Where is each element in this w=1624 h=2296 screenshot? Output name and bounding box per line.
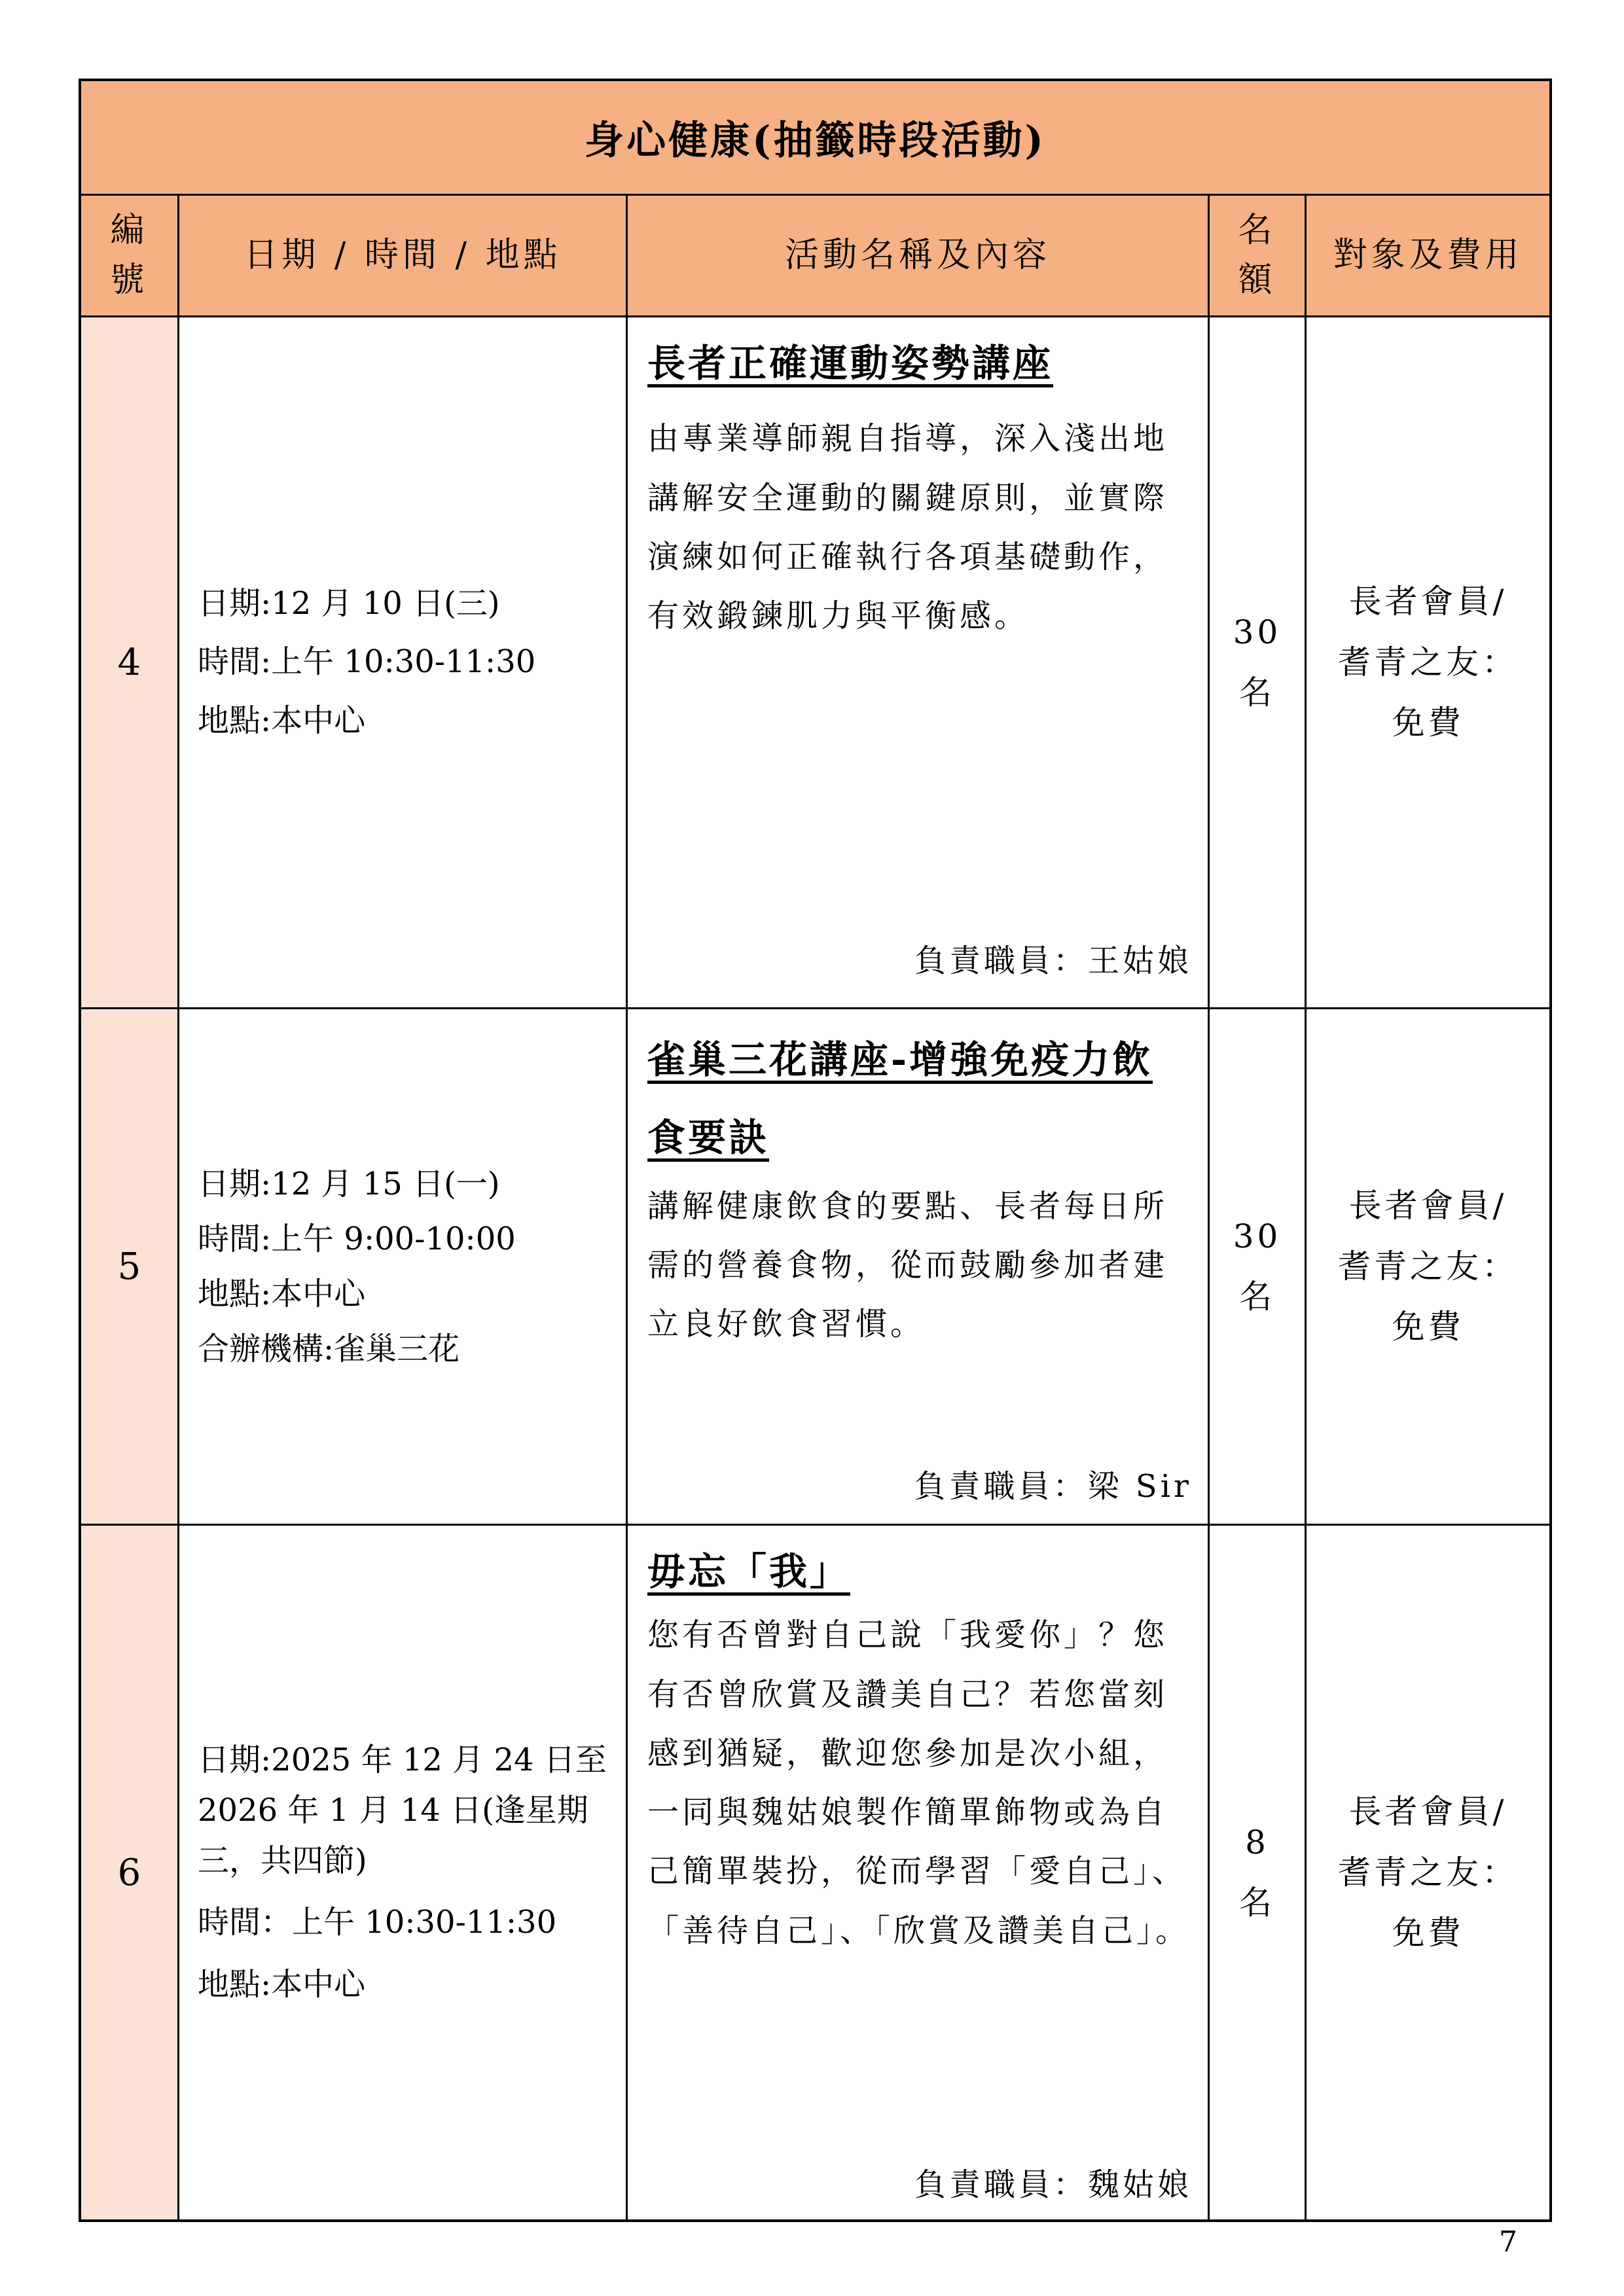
row-target	[1307, 1526, 1549, 2219]
page-number: 7	[1499, 2225, 1517, 2259]
column-divider	[626, 194, 628, 2219]
row-info	[179, 1526, 626, 2219]
info-co-organizer: 合辦機構:雀巢三花	[198, 1331, 460, 1367]
header-quota-line2: 額	[1238, 260, 1276, 300]
info-venue: 地點:本中心	[198, 1966, 366, 2003]
row-target	[1307, 1009, 1549, 1524]
staff-in-charge: 負責職員：梁 Sir	[914, 1468, 1192, 1505]
info-date: 日期:12 月 15 日(一)	[198, 1166, 500, 1202]
activity-description: 您有否曾對自己說「我愛你」？您有否曾欣賞及讚美自己？若您當刻感到猶疑，歡迎您參加是次小組，一同與魏姑娘製作簡單飾物或為自己簡單裝扮，從而學習「愛自己」、「善待自己」、「欣賞及讚美自己」。	[647, 1617, 1191, 1949]
row-quota	[1210, 1009, 1305, 1524]
quota-number: 30	[1233, 1217, 1282, 1255]
info-venue: 地點:本中心	[198, 1276, 366, 1312]
activity-title: 毋忘「我」	[647, 1549, 851, 1594]
row-info	[179, 317, 626, 1007]
row-id: 4	[81, 317, 177, 1007]
target-line2: 耆青之友：	[1338, 643, 1518, 681]
quota-unit: 名	[1239, 1278, 1275, 1316]
info-date: 日期:2025 年 12 月 24 日至 2026 年 1 月 14 日(逢星期三，共四節)	[198, 1742, 607, 1879]
activity-title	[647, 1021, 1158, 1177]
target-fee: 免費	[1392, 1308, 1464, 1346]
header-target: 對象及費用	[1307, 196, 1549, 315]
info-time: 時間：上午 10:30-11:30	[198, 1904, 557, 1941]
row-activity	[628, 317, 1208, 1007]
activity-title: 長者正確運動姿勢講座	[647, 341, 1054, 386]
header-id-line2: 號	[110, 260, 149, 300]
table-title: 身心健康(抽籤時段活動)	[81, 81, 1549, 194]
quota-unit: 名	[1239, 673, 1275, 711]
row-info	[179, 1009, 626, 1524]
activity-description: 講解健康飲食的要點、長者每日所需的營養食物，從而鼓勵參加者建立良好飲食習慣。	[647, 1187, 1168, 1343]
header-datetime: 日期 / 時間 / 地點	[179, 196, 626, 315]
column-divider	[177, 194, 179, 2219]
row-activity	[628, 1526, 1208, 2219]
row-activity	[628, 1009, 1208, 1524]
activity-description: 由專業導師親自指導，深入淺出地講解安全運動的關鍵原則，並實際演練如何正確執行各項基礎動作，有效鍛鍊肌力與平衡感。	[647, 420, 1168, 635]
staff-in-charge: 負責職員：魏姑娘	[914, 2166, 1192, 2203]
row-quota	[1210, 1526, 1305, 2219]
column-divider	[1305, 194, 1307, 2219]
quota-number: 8	[1245, 1823, 1269, 1861]
header-id-line1: 編	[110, 211, 149, 251]
target-line1: 長者會員/	[1348, 1793, 1507, 1831]
target-line1: 長者會員/	[1348, 583, 1507, 621]
info-time: 時間:上午 10:30-11:30	[198, 643, 536, 681]
staff-in-charge: 負責職員：王姑娘	[914, 942, 1192, 979]
quota-number: 30	[1233, 613, 1282, 651]
header-quota	[1210, 196, 1305, 315]
target-line2: 耆青之友：	[1338, 1853, 1518, 1892]
activity-title-text: 雀巢三花講座-增強免疫力飲食要訣	[647, 1037, 1153, 1160]
info-date: 日期:12 月 10 日(三)	[198, 584, 500, 622]
header-quota-line1: 名	[1238, 211, 1276, 251]
target-line2: 耆青之友：	[1338, 1247, 1518, 1285]
target-fee: 免費	[1392, 704, 1464, 742]
column-divider	[1208, 194, 1210, 2219]
header-activity: 活動名稱及內容	[628, 196, 1208, 315]
row-quota	[1210, 317, 1305, 1007]
info-time: 時間:上午 9:00-10:00	[198, 1221, 516, 1257]
row-target	[1307, 317, 1549, 1007]
row-id: 5	[81, 1009, 177, 1524]
target-fee: 免費	[1392, 1914, 1464, 1952]
header-id	[81, 196, 177, 315]
activity-table	[79, 79, 1552, 2222]
info-venue: 地點:本中心	[198, 702, 366, 739]
quota-unit: 名	[1239, 1884, 1275, 1922]
target-line1: 長者會員/	[1348, 1187, 1507, 1225]
row-id: 6	[81, 1526, 177, 2219]
